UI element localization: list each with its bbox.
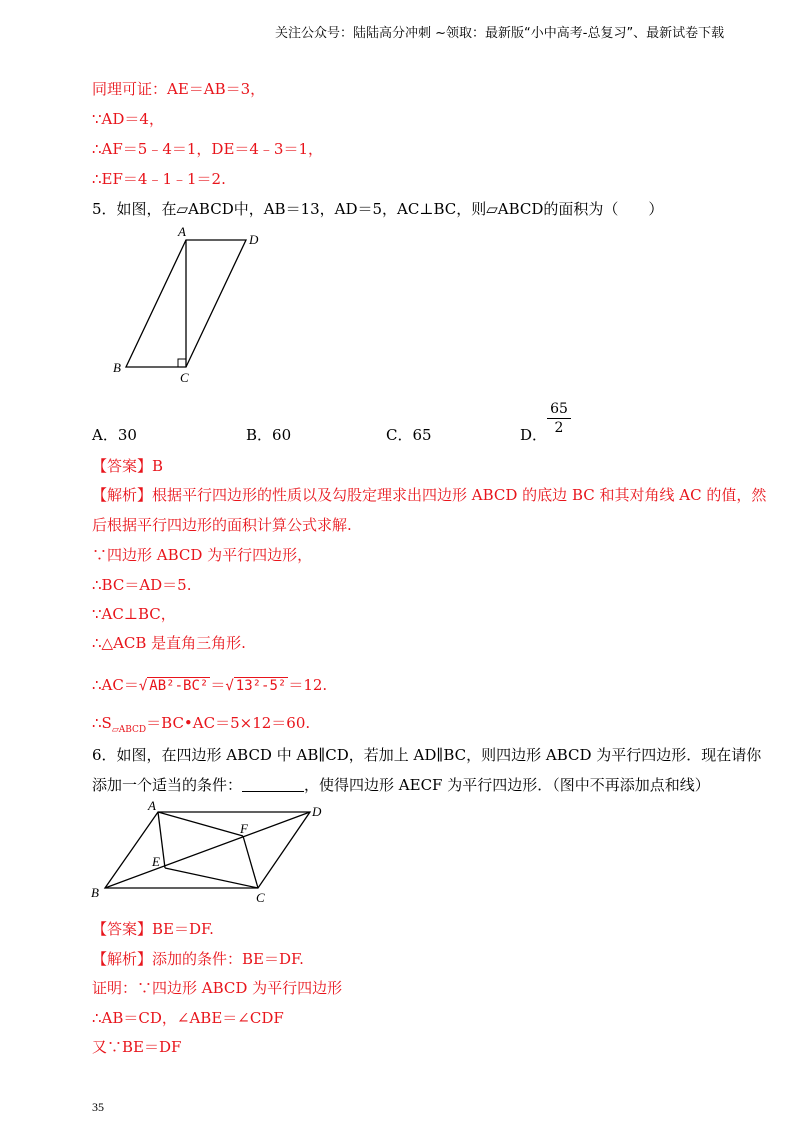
label-d: D [312,804,322,819]
q6-proof-line-1: 证明：∵四边形 ABCD 为平行四边形 [92,979,343,997]
q5-step-1: ∵四边形 ABCD 为平行四边形， [92,546,313,564]
q6-proof-line-2: ∴AB＝CD，∠ABE＝∠CDF [92,1009,284,1027]
segment-af [158,812,243,836]
q5-answer: 【答案】B [92,457,164,475]
prev-solution-line-3: ∴AF＝5﹣4＝1，DE＝4﹣3＝1， [92,140,324,158]
label-d: D [249,232,259,247]
sqrt-ab-bc: √ AB²-BC² [138,678,209,694]
q5-choice-b: B．60 [246,426,292,444]
prev-solution-line-1: 同理可证：AE＝AB＝3， [92,80,266,98]
q5-area-formula: $\therefore S_{▱ABCD}=BC•AC=5\times 12=60$. [92,714,311,735]
fraction-numerator: 65 [550,401,568,417]
q5-choice-d: D． [520,426,548,444]
q5-ac-formula: ∴AC＝√ AB²-BC² ＝√ 13²-5² ＝12. [92,676,328,694]
q6-figure [88,796,328,908]
answer-blank [242,777,304,792]
label-c: C [180,370,189,385]
q5-stem: 5．如图，在▱ABCD中，AB＝13，AD＝5，AC⊥BC，则▱ABCD的面积为（ ） [92,200,664,218]
label-b: B [113,360,121,375]
prev-solution-line-2: ∵AD＝4， [92,110,164,128]
q6-stem-line-2: 添加一个适当的条件： ，使得四边形 AECF 为平行四边形．（图中不再添加点和线） [92,776,710,794]
q5-step-4: ∴△ACB 是直角三角形. [92,634,246,652]
q5-step-3: ∵AC⊥BC， [92,605,176,623]
q5-analysis-line-2: 后根据平行四边形的面积计算公式求解. [92,516,352,534]
label-b: B [91,885,99,900]
q5-choice-d-fraction [547,401,571,436]
q6-answer: 【答案】BE＝DF. [92,920,214,938]
label-a: A [148,798,156,813]
label-f: F [240,821,248,836]
q6-analysis: 【解析】添加的条件：BE＝DF. [92,950,304,968]
q5-choice-c: C．65 [386,426,432,444]
q5-choice-a: A．30 [92,426,137,444]
q5-analysis-line-1: 【解析】根据平行四边形的性质以及勾股定理求出四边形 ABCD 的底边 BC 和其对角线 AC 的值，然 [92,486,767,504]
fraction-denominator: 2 [554,420,564,436]
label-e: E [152,854,160,869]
prev-solution-line-4: ∴EF＝4﹣1﹣1＝2. [92,170,226,188]
right-angle-mark [178,359,186,367]
q5-figure [108,222,268,387]
segment-fc [243,836,258,888]
label-c: C [256,890,265,905]
q6-stem-line-1: 6．如图，在四边形 ABCD 中 AB∥CD，若加上 AD∥BC，则四边形 ABCD 为平行四边形．现在请你 [92,746,762,764]
page-header: 关注公众号：陆陆高分冲刺 ~领取：最新版“小中高考-总复习”、最新试卷下载 [275,26,725,41]
segment-ec [165,868,258,888]
sqrt-13-5: √ 13²-5² [225,678,287,694]
page-number: 35 [92,1100,104,1114]
label-a: A [178,224,186,239]
q6-proof-line-3: 又∵BE＝DF [92,1038,182,1056]
q5-step-2: ∴BC＝AD＝5. [92,576,192,594]
